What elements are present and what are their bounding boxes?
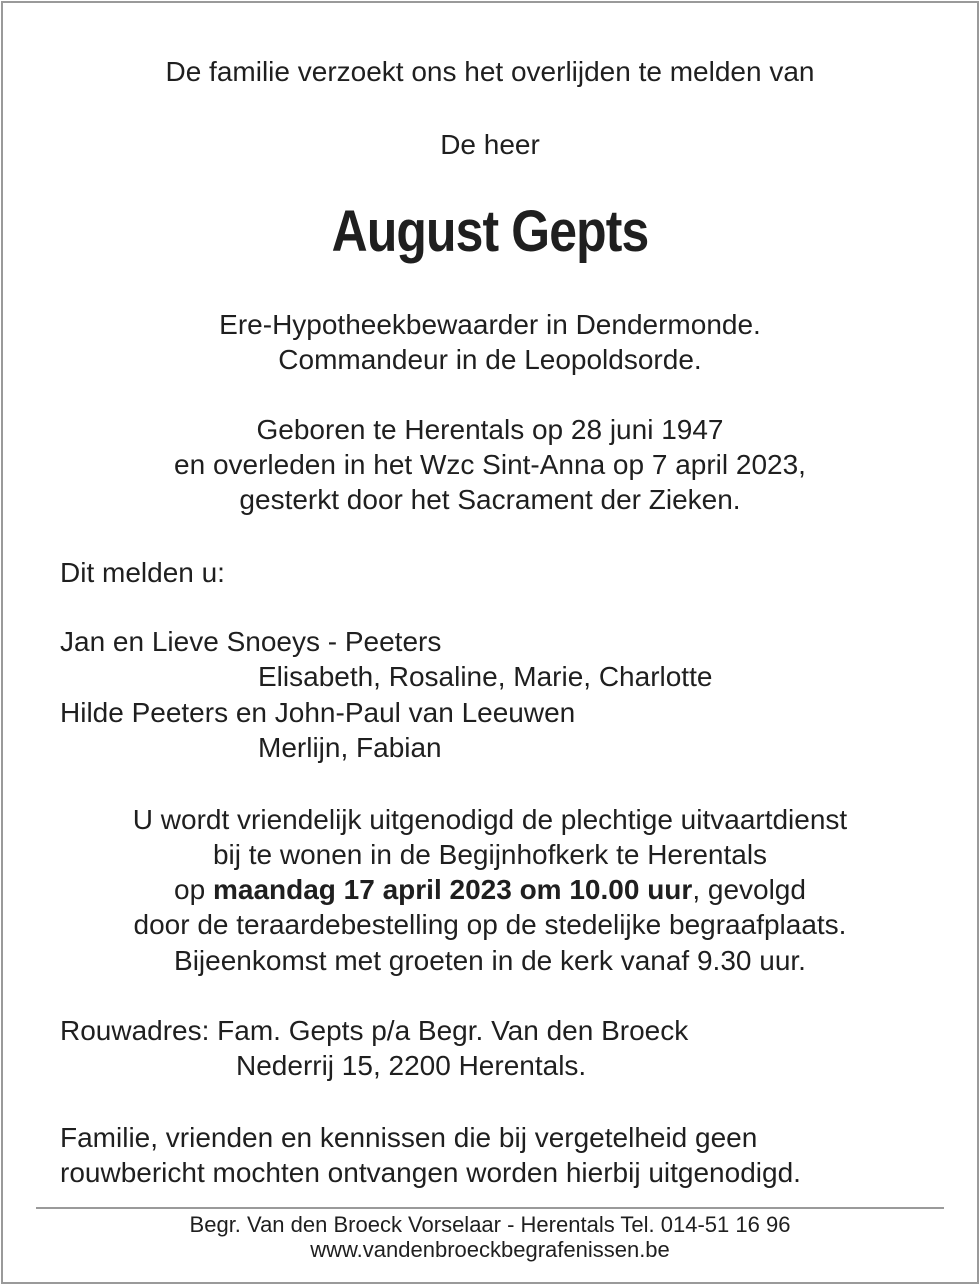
service-line-3: op maandag 17 april 2023 om 10.00 uur, gevolgd (174, 874, 806, 905)
service-line-4: door de teraardebestelling op de stedelijke begraafplaats. (133, 909, 847, 940)
title-line-2: Commandeur in de Leopoldsorde. (278, 344, 702, 375)
birth-line: Geboren te Herentals op 28 juni 1947 (256, 414, 724, 445)
closing-line-2: rouwbericht mochten ontvangen worden hierbij uitgenodigd. (60, 1157, 801, 1188)
service-line-5: Bijeenkomst met groeten in de kerk vanaf 9.30 uur. (174, 945, 806, 976)
title-line-1: Ere-Hypotheekbewaarder in Dendermonde. (219, 309, 761, 340)
grandchildren-1: Elisabeth, Rosaline, Marie, Charlotte (258, 661, 713, 692)
service-line-2: bij te wonen in de Begijnhofkerk te Herentals (212, 839, 768, 870)
footer-website: www.vandenbroeckbegrafenissen.be (310, 1237, 670, 1262)
family-member-1: Jan en Lieve Snoeys - Peeters (60, 626, 442, 657)
footer-divider (36, 1207, 944, 1209)
address-line-2: Nederrij 15, 2200 Herentals. (236, 1050, 587, 1081)
closing-line-1: Familie, vrienden en kennissen die bij vergetelheid geen (60, 1122, 758, 1153)
deceased-name: August Gepts (331, 199, 649, 264)
intro-text: De familie verzoekt ons het overlijden te melden van (165, 56, 815, 87)
family-member-2: Hilde Peeters en John-Paul van Leeuwen (60, 697, 576, 728)
sacrament-line: gesterkt door het Sacrament der Zieken. (239, 484, 741, 515)
footer-contact: Begr. Van den Broeck Vorselaar - Herentals Tel. 014-51 16 96 (189, 1212, 791, 1237)
grandchildren-2: Merlijn, Fabian (258, 732, 442, 763)
salutation: De heer (440, 129, 540, 160)
announce-label: Dit melden u: (60, 557, 225, 588)
death-line: en overleden in het Wzc Sint-Anna op 7 april 2023, (174, 449, 806, 480)
service-date: maandag 17 april 2023 om 10.00 uur (212, 874, 693, 905)
service-line-1: U wordt vriendelijk uitgenodigd de plechtige uitvaartdienst (132, 804, 848, 835)
address-line-1: Rouwadres: Fam. Gepts p/a Begr. Van den Broeck (60, 1015, 689, 1046)
